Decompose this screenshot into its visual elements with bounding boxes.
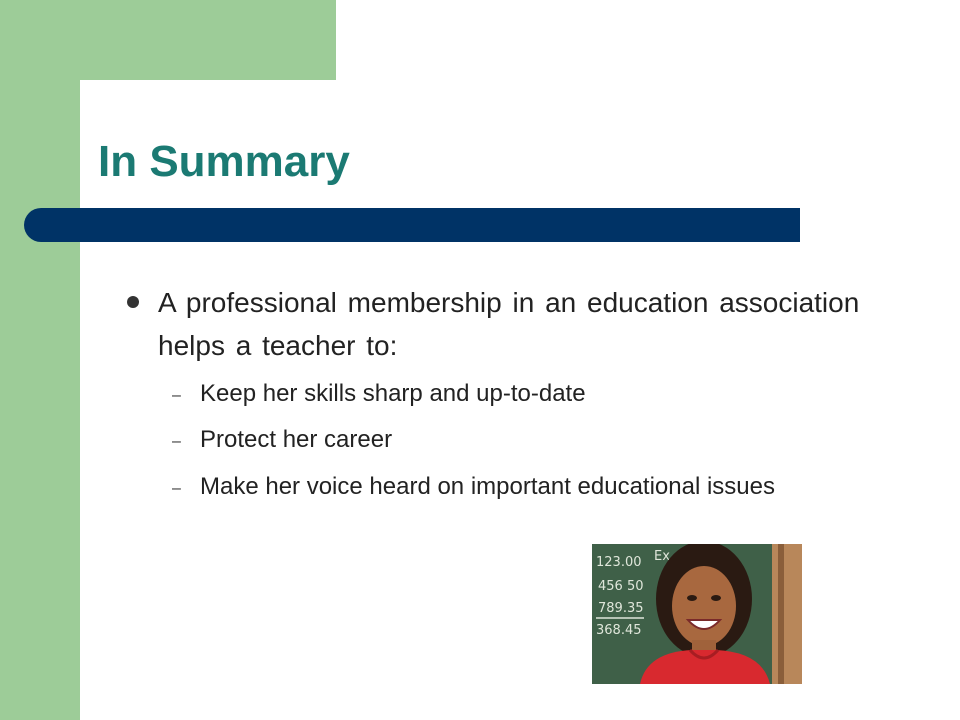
sub-bullet-2: Protect her career [200,426,393,453]
main-bullet-text: A professional membership in an education association helps a teacher to: [158,287,860,361]
title-underline-bar [24,208,800,242]
chalk-text-5: Ex [654,549,670,564]
chalk-text-2: 456 50 [598,579,644,594]
dash-icon: – [172,433,181,450]
bullet-dot-icon [127,296,139,308]
dash-icon: – [172,480,181,497]
green-top-band [0,0,336,80]
dash-icon: – [172,387,181,404]
green-side-band [0,0,80,720]
sub-bullet-1: Keep her skills sharp and up-to-date [200,380,586,407]
chalk-text-4: 368.45 [596,623,642,638]
teacher-photo [592,544,802,684]
slide-title: In Summary [98,137,350,186]
teacher-photo-illustration [592,544,802,684]
chalk-text-1: 123.00 [596,555,642,570]
sub-bullet-3: Make her voice heard on important educational issues [200,473,775,500]
chalk-text-3: 789.35 [598,601,644,616]
